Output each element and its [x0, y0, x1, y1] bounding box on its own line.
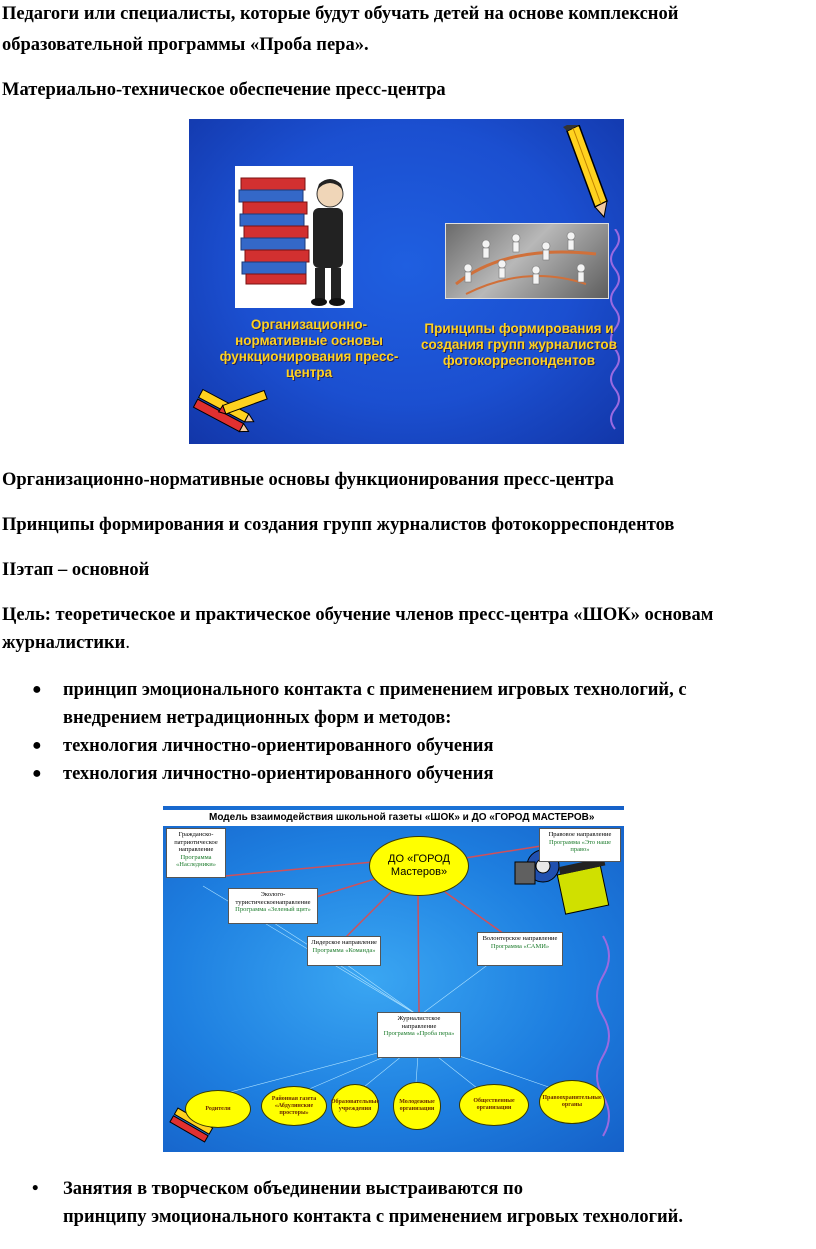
partner-law: Правоохранительные органы [539, 1080, 605, 1124]
goal-paragraph [2, 601, 814, 657]
list-item: ● технология личностно-ориентированного обучения [0, 732, 816, 760]
footer-bullet-icon: • [32, 1179, 39, 1199]
footer-paragraph [63, 1175, 813, 1231]
partner-youth: Молодежные организации [393, 1082, 441, 1130]
intro-line-2: образовательной программы «Проба пера». [2, 35, 369, 55]
partner-newspaper: Районная газета «Абдулинские просторы» [261, 1086, 327, 1126]
org-heading: Организационно-нормативные основы функционирования пресс-центра [2, 470, 614, 490]
box-legal: Правовое направление Программа «Это наше право» [539, 828, 621, 862]
bullet-icon: ● [32, 765, 42, 782]
box-civic: Гражданско-патриотическое направление Программа «Наследники» [166, 828, 226, 878]
partner-schools: Образовательные учреждения [331, 1084, 379, 1128]
bullet-icon: ● [32, 737, 42, 754]
list-item: ● технология личностно-ориентированного обучения [0, 760, 816, 788]
press-center-slide [189, 119, 624, 444]
footer-line-2: принципу эмоционального контакта с применением игровых технологий. [63, 1207, 683, 1227]
partner-parents: Родители [185, 1090, 251, 1128]
stage-heading: IIэтап – основной [2, 560, 150, 580]
material-heading: Материально-техническое обеспечение пресс-центра [2, 80, 446, 100]
partner-public: Общественные организации [459, 1084, 529, 1126]
box-eco: Эколого-туристическоенаправление Программа «Зеленый щит» [228, 888, 318, 924]
goal-line-1: Цель: теоретическое и практическое обучение членов пресс-центра «ШОК» основам [2, 605, 714, 625]
footer-line-1: Занятия в творческом объединении выстраиваются по [63, 1179, 523, 1199]
pencil-icon [557, 125, 613, 221]
methods-list [0, 676, 816, 788]
interaction-model-slide [163, 806, 624, 1152]
slide2-title: Модель взаимодействия школьной газеты «ШОК» и ДО «ГОРОД МАСТЕРОВ» [163, 810, 624, 826]
journalists-photo [445, 223, 609, 299]
intro-line-1: Педагоги или специалисты, которые будут обучать детей на основе комплексной [2, 4, 679, 24]
folders-illustration [235, 166, 353, 308]
principles-heading: Принципы формирования и создания групп журналистов фотокорреспондентов [2, 515, 675, 535]
goal-line-2: журналистики. [2, 633, 130, 653]
box-volunteer: Волонтерское направление Программа «САМИ» [477, 932, 563, 966]
pencil-small-icon [217, 381, 277, 423]
box-leader: Лидерское направление Программа «Команда» [307, 936, 381, 966]
center-node: ДО «ГОРОД Мастеров» [369, 836, 469, 896]
slide1-left-caption: Организационно-нормативные основы функционирования пресс-центра [219, 317, 399, 380]
box-journal: Журналистское направление Программа «Проба пера» [377, 1012, 461, 1058]
slide1-right-caption: Принципы формирования и создания групп журналистов фотокорреспондентов [421, 321, 617, 368]
bullet-icon: ● [32, 681, 42, 698]
list-item: ● принцип эмоционального контакта с применением игровых технологий, с внедрением нетрадиционных форм и методов: [0, 676, 816, 732]
